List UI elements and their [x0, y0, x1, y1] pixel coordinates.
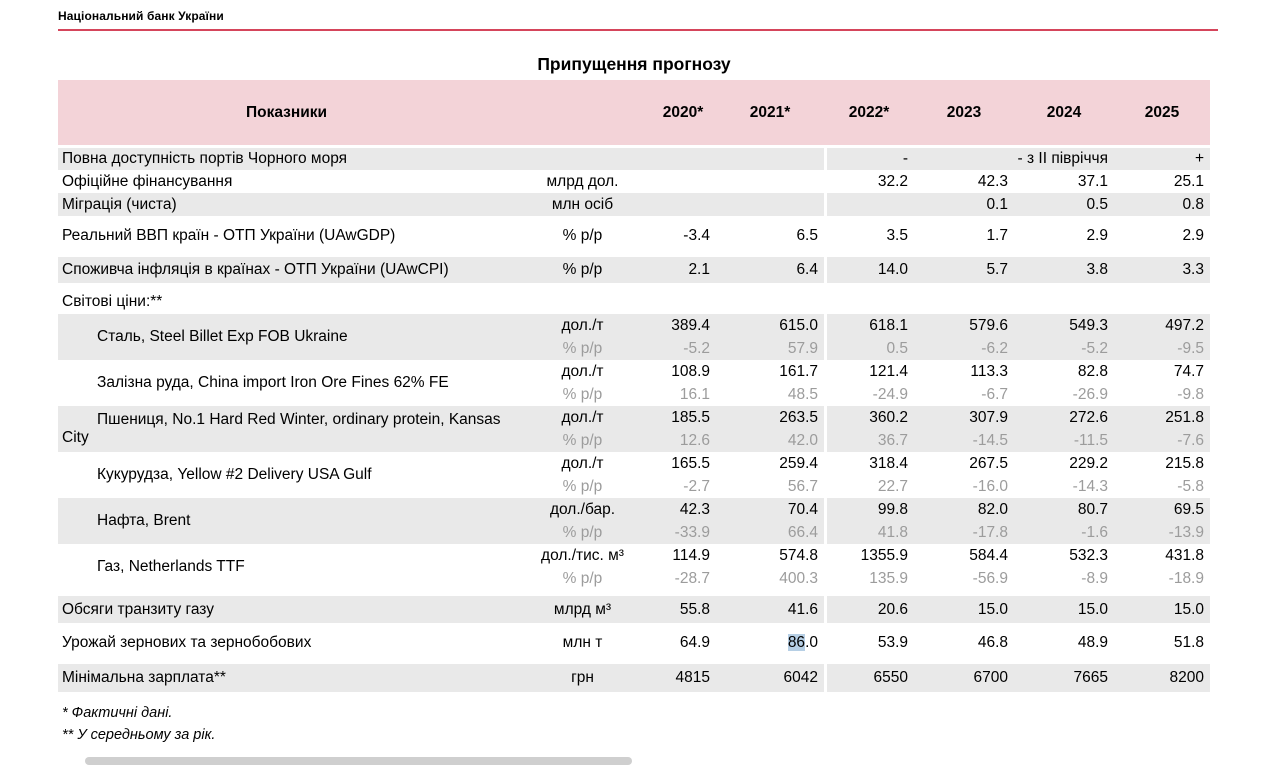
value-cell: 263.5 [779, 408, 818, 426]
value-cell: -3.4 [683, 227, 710, 244]
value-cell: 74.7 [1173, 362, 1204, 380]
value-cell: 272.6 [1069, 408, 1108, 426]
value-cell: 70.4 [787, 500, 818, 518]
value-cell: 25.1 [1173, 172, 1204, 190]
value-cell [716, 289, 824, 314]
value-cell: 12.6 [679, 431, 710, 449]
footnote-actual-data: * Фактичні дані. [62, 705, 173, 721]
value-cell [1114, 289, 1210, 314]
value-cell: 6550 [824, 664, 914, 692]
value-cell: -2.7 [683, 477, 710, 495]
unit-cell: млрд дол. [546, 172, 619, 190]
horizontal-scrollbar-thumb[interactable] [85, 757, 632, 765]
value-cell: 2.1 [688, 261, 710, 278]
value-cell: 15.0 [977, 600, 1008, 618]
value-cell: -1.6 [1081, 523, 1108, 541]
unit-cell: дол./бар. [549, 500, 616, 518]
row-label: Кукурудза, Yellow #2 Delivery USA Gulf [97, 466, 372, 483]
value-cell: 121.4 [824, 360, 914, 383]
red-rule [58, 29, 1218, 31]
value-cell: 6700 [973, 669, 1008, 686]
row-label: Пшениця, No.1 Hard Red Winter, ordinary protein, Kansas City [62, 411, 501, 446]
unit-cell: % р/р [562, 523, 603, 541]
value-cell: 20.6 [824, 596, 914, 623]
value-cell: 6042 [783, 669, 818, 686]
value-cell: 5.7 [986, 261, 1008, 278]
value-cell: 3.3 [1182, 261, 1204, 278]
value-cell: 42.0 [787, 431, 818, 449]
value-cell: -9.8 [1177, 385, 1204, 403]
value-cell: 1.7 [986, 227, 1008, 244]
row-spacer [58, 657, 1210, 664]
value-cell [716, 170, 824, 193]
row-label: Сталь, Steel Billet Exp FOB Ukraine [97, 328, 348, 345]
value-cell: -16.0 [972, 477, 1008, 495]
footnotes [62, 702, 215, 746]
value-cell: 259.4 [779, 454, 818, 472]
value-cell: 15.0 [1173, 600, 1204, 618]
value-cell: 532.3 [1069, 546, 1108, 564]
value-cell: -26.9 [1072, 385, 1108, 403]
unit-cell: % р/р [562, 339, 603, 357]
value-cell: 53.9 [824, 629, 914, 657]
value-cell: 108.9 [671, 362, 710, 380]
value-cell: 135.9 [824, 567, 914, 590]
value-cell: 215.8 [1165, 454, 1204, 472]
unit-cell: % р/р [562, 261, 603, 278]
value-cell: -7.6 [1177, 431, 1204, 449]
value-cell: 64.9 [679, 634, 710, 651]
unit-cell: % р/р [562, 431, 603, 449]
value-cell: 16.1 [679, 385, 710, 403]
value-cell: -56.9 [972, 569, 1008, 587]
value-cell: 55.8 [679, 600, 710, 618]
value-cell: 46.8 [977, 634, 1008, 651]
value-cell: 8200 [1169, 669, 1204, 686]
value-cell: 41.6 [787, 600, 818, 618]
value-cell: + [1194, 150, 1204, 167]
row-label: Урожай зернових та зернобобових [62, 634, 312, 651]
value-cell: 0.8 [1182, 195, 1204, 213]
row-spacer [58, 216, 1210, 223]
unit-cell: млн т [562, 634, 603, 651]
assumptions-table [58, 80, 1210, 692]
table-row-iron-ore [58, 360, 1210, 383]
value-cell: 3.5 [824, 223, 914, 249]
table-row-migration [58, 193, 1210, 216]
section-label: Світові ціни:** [62, 292, 163, 310]
table-row-cpi [58, 257, 1210, 283]
row-label: Газ, Netherlands TTF [97, 558, 245, 575]
value-cell: 161.7 [779, 362, 818, 380]
table-row-world-prices-section [58, 289, 1210, 314]
value-cell: 0.1 [986, 195, 1008, 213]
row-label: Залізна руда, China import Iron Ore Fines 62% FE [97, 374, 449, 391]
value-cell [824, 289, 914, 314]
column-header-units [515, 80, 650, 145]
table-row-corn [58, 452, 1210, 475]
value-cell: 618.1 [824, 314, 914, 337]
value-cell: -28.7 [674, 569, 710, 587]
unit-cell: грн [571, 669, 594, 686]
bank-name: Національний банк України [58, 9, 224, 23]
value-cell: 1355.9 [824, 544, 914, 567]
row-label: Нафта, Brent [97, 512, 191, 529]
value-cell: -8.9 [1081, 569, 1108, 587]
column-header-indicators: Показники [245, 103, 328, 121]
value-cell: - [824, 148, 914, 170]
unit-cell: % р/р [562, 227, 603, 244]
value-cell: 99.8 [824, 498, 914, 521]
unit-cell: дол./тис. м³ [541, 546, 624, 564]
unit-cell [515, 289, 650, 314]
value-cell: 114.9 [672, 546, 710, 564]
table-header-row [58, 80, 1210, 145]
value-cell: 0.5 [1086, 195, 1108, 213]
value-cell: -5.2 [1081, 339, 1108, 357]
value-cell: 497.2 [1165, 316, 1204, 334]
row-label: Споживча інфляція в країнах - ОТП України (UAwCPI) [62, 261, 449, 278]
table-row-gas-ttf [58, 544, 1210, 567]
value-cell: -17.8 [972, 523, 1008, 541]
page-title: Припущення прогнозу [537, 54, 731, 74]
selected-text-rest: .0 [805, 634, 818, 651]
value-cell [650, 148, 716, 170]
column-header-2023: 2023 [946, 103, 982, 121]
value-cell [1014, 289, 1114, 314]
value-cell: 579.6 [969, 316, 1008, 334]
value-cell: 56.7 [787, 477, 818, 495]
value-cell: 42.3 [679, 500, 710, 518]
selected-text: 86 [787, 634, 806, 651]
value-cell: 51.8 [1173, 634, 1204, 651]
table-row-minimum-wage [58, 664, 1210, 692]
value-cell: 37.1 [1077, 172, 1108, 190]
value-cell: 185.5 [671, 408, 710, 426]
table-row-steel [58, 314, 1210, 337]
value-cell [650, 193, 716, 216]
value-cell: 615.0 [779, 316, 818, 334]
row-label: Реальний ВВП країн - ОТП України (UAwGDP) [62, 227, 396, 244]
value-cell [650, 170, 716, 193]
value-cell: 251.8 [1165, 408, 1204, 426]
value-cell: 66.4 [787, 523, 818, 541]
value-cell [716, 148, 824, 170]
value-cell: 48.5 [787, 385, 818, 403]
row-label: Повна доступність портів Чорного моря [62, 150, 348, 167]
value-cell: -5.2 [683, 339, 710, 357]
value-cell: -14.3 [1072, 477, 1108, 495]
value-cell: -6.7 [981, 385, 1008, 403]
value-cell: 48.9 [1077, 634, 1108, 651]
value-cell: 3.8 [1086, 261, 1108, 278]
row-spacer [58, 249, 1210, 257]
value-cell: 15.0 [1077, 600, 1108, 618]
value-cell-selected [716, 629, 824, 657]
value-cell: 574.8 [779, 546, 818, 564]
table-row-grain-harvest [58, 629, 1210, 657]
column-header-2021: 2021* [749, 103, 791, 121]
row-label: Мінімальна зарплата** [62, 669, 226, 686]
table-row-oil-brent [58, 498, 1210, 521]
value-cell: 36.7 [824, 429, 914, 452]
value-cell: 82.0 [977, 500, 1008, 518]
row-label: Обсяги транзиту газу [62, 600, 214, 618]
unit-cell: млн осіб [551, 195, 614, 213]
unit-cell: дол./т [561, 454, 604, 472]
value-cell [716, 193, 824, 216]
value-cell: -33.9 [674, 523, 710, 541]
column-header-2020: 2020* [662, 103, 704, 121]
table-row-wheat [58, 406, 1210, 429]
value-cell [914, 289, 1014, 314]
unit-cell: млрд м³ [553, 600, 612, 618]
value-cell: 307.9 [969, 408, 1008, 426]
unit-cell: % р/р [562, 477, 603, 495]
table-row-official-financing [58, 170, 1210, 193]
value-cell: - з II півріччя [1017, 150, 1108, 167]
footnote-annual-average: ** У середньому за рік. [62, 727, 216, 743]
value-cell: 14.0 [824, 257, 914, 283]
unit-cell: дол./т [561, 316, 604, 334]
column-header-2024: 2024 [1046, 103, 1082, 121]
column-header-2022: 2022* [848, 103, 890, 121]
value-cell: 113.3 [970, 362, 1008, 380]
column-header-2025: 2025 [1144, 103, 1180, 121]
value-cell: 360.2 [824, 406, 914, 429]
value-cell: 2.9 [1182, 227, 1204, 244]
value-cell: -9.5 [1177, 339, 1204, 357]
value-cell: -6.2 [981, 339, 1008, 357]
value-cell: 6.4 [796, 261, 818, 278]
value-cell: 400.3 [779, 569, 818, 587]
value-cell: -18.9 [1168, 569, 1204, 587]
value-cell: 431.8 [1165, 546, 1204, 564]
value-cell: -13.9 [1168, 523, 1204, 541]
value-cell: 0.5 [824, 337, 914, 360]
unit-cell: дол./т [561, 408, 604, 426]
unit-cell: дол./т [561, 362, 604, 380]
value-cell [824, 193, 914, 216]
unit-cell: % р/р [562, 569, 603, 587]
value-cell: 22.7 [824, 475, 914, 498]
value-cell: 42.3 [977, 172, 1008, 190]
value-cell: 584.4 [969, 546, 1008, 564]
value-cell: -5.8 [1177, 477, 1204, 495]
table-row-gas-transit [58, 596, 1210, 623]
row-label: Офіційне фінансування [62, 172, 233, 190]
table-row-ports-access [58, 148, 1210, 170]
value-cell [650, 289, 716, 314]
unit-cell: % р/р [562, 385, 603, 403]
value-cell: 57.9 [787, 339, 818, 357]
value-cell: 549.3 [1069, 316, 1108, 334]
table-row-real-gdp [58, 223, 1210, 249]
value-cell: 80.7 [1077, 500, 1108, 518]
value-cell: 267.5 [969, 454, 1008, 472]
value-cell: 7665 [1073, 669, 1108, 686]
value-cell: 32.2 [824, 170, 914, 193]
value-cell: 6.5 [796, 227, 818, 244]
value-cell: 229.2 [1069, 454, 1108, 472]
value-cell: 41.8 [824, 521, 914, 544]
value-cell: 389.4 [671, 316, 710, 334]
value-cell: -24.9 [824, 383, 914, 406]
value-cell: 82.8 [1077, 362, 1108, 380]
value-cell: 318.4 [824, 452, 914, 475]
value-cell: -14.5 [972, 431, 1008, 449]
value-cell: 4815 [675, 669, 710, 686]
value-cell: 2.9 [1086, 227, 1108, 244]
unit-cell [515, 148, 650, 170]
value-cell: -11.5 [1073, 431, 1108, 449]
row-label: Міграція (чиста) [62, 195, 177, 213]
value-cell: 165.5 [671, 454, 710, 472]
value-cell: 69.5 [1173, 500, 1204, 518]
